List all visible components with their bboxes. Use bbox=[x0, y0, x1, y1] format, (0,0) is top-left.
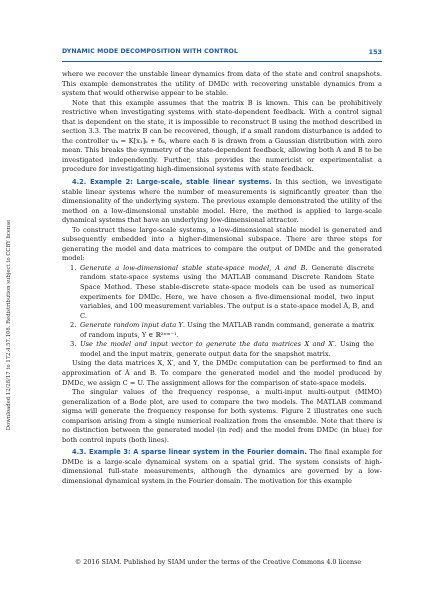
paragraph: where we recover the unstable linear dynamics from data of the state and control snapshots. This example demonstrates the utility of DMDc with recovering unstable dynamics from a system that would otherwise appear to be stable. bbox=[62, 70, 382, 98]
download-notice-text: Downloaded 12/28/17 to 172.4.57.108. Redistribution subject to CCBY license bbox=[6, 219, 12, 431]
page-header bbox=[62, 48, 382, 60]
list-item-title: Use the model and input vector to generate the data matrices X and X′. bbox=[80, 340, 337, 349]
section-heading: 4.3. Example 3: A sparse linear system in the Fourier domain. bbox=[72, 448, 307, 457]
license-footer: © 2016 SIAM. Published by SIAM under the terms of the Creative Commons 4.0 license bbox=[74, 558, 362, 566]
list-item-title: Generate a low-dimensional stable state-space model, A and B. bbox=[80, 263, 308, 272]
list-number: 3. bbox=[70, 340, 77, 349]
paragraph: Note that this example assumes that the matrix B is known. This can be prohibitively restrictive when investigating systems with state-dependent feedback. With a control signal that is dependent on the state, it is impossible to reconstruct B using the method described in section 3.3. The matrix B can be recovered, though, if a small random disturbance is added to the controller uₖ = K[x₁]ₖ + δₖ, where each δ is drawn from a Gaussian distribution with zero mean. This breaks the symmetry of the state-dependent feedback, allowing both A and B to be investigated independently. Further, this provides the numericist or experimentalist a procedure for investigating high-dimensional systems with state feedback. bbox=[62, 98, 382, 174]
paragraph: To construct these large-scale systems, a low-dimensional stable model is generated and subsequently embedded into a higher-dimensional subspace. There are three steps for generating the model and data matrices to compare the output of DMDc and the generated model: bbox=[62, 225, 382, 263]
list-item bbox=[62, 340, 374, 359]
section-text: In this section, we investigate stable linear systems where the number of measurements is significantly greater than the dimensionality of the underlying system. The previous example demonstrated the utility of the method on a low-dimensional unstable model. Here, the method is applied to large-scale dynamical systems that have an underlying low-dimensional attractor. bbox=[62, 178, 382, 225]
paragraph: The singular values of the frequency response, a multi-input multi-output (MIMO) generalization of a Bode plot, are used to compare the two models. The MATLAB command sigma will generate the frequency response for both systems. Figure 2 illustrates one such comparison arising from a single numerical realization from the ensemble. Note that there is no distinction between the generated model (in red) and the model from DMDc (in blue) for both control inputs (both lines). bbox=[62, 388, 382, 444]
list-item-text: Using the MATLAB randn command, generate a matrix of random inputs, Υ ∈ ℝ²ˣᵐ⁻¹. bbox=[80, 321, 374, 339]
paragraph: Using the data matrices X, X′, and Υ, the DMDc computation can be performed to find an approximation of Ã and B. To compare the generated model and the model produced by DMDc, we assign C = U. The assignment allows for the comparison of state-space models. bbox=[62, 359, 382, 387]
section-4-2 bbox=[62, 178, 382, 226]
list-number: 2. bbox=[70, 321, 77, 330]
list-number: 1. bbox=[70, 263, 77, 272]
list-item bbox=[62, 264, 374, 321]
list-item-text: Generate discrete random state-space systems using the MATLAB command Discrete Random State Space Method. These stable-discrete state-space models can be used as numerical experiments for DMDc. Here, we have chosen a five-dimensional model, two input variables, and 100 measurement variables. The output is a state-space model Ã, B, and C. bbox=[80, 263, 374, 320]
download-notice-sidebar bbox=[4, 190, 14, 460]
page-body bbox=[62, 70, 382, 487]
list-item-title: Generate random input data Υ. bbox=[80, 321, 185, 330]
section-text: The final example for DMDc is a large-scale dynamical system on a spatial grid. The system consists of high-dimensional full-state measurements, although the dynamics are governed by a low-dimensional dynamical system in the Fourier domain. The motivation for this example bbox=[62, 448, 383, 485]
running-title: DYNAMIC MODE DECOMPOSITION WITH CONTROL bbox=[62, 48, 238, 55]
header-rule bbox=[62, 61, 382, 62]
section-heading: 4.2. Example 2: Large-scale, stable linear systems. bbox=[72, 178, 272, 187]
list-item-text: Using the model and the input matrix, generate output data for the snapshot matrix. bbox=[80, 340, 374, 358]
page-number: 153 bbox=[368, 48, 382, 56]
section-4-3 bbox=[62, 448, 382, 486]
list-item bbox=[62, 321, 374, 340]
